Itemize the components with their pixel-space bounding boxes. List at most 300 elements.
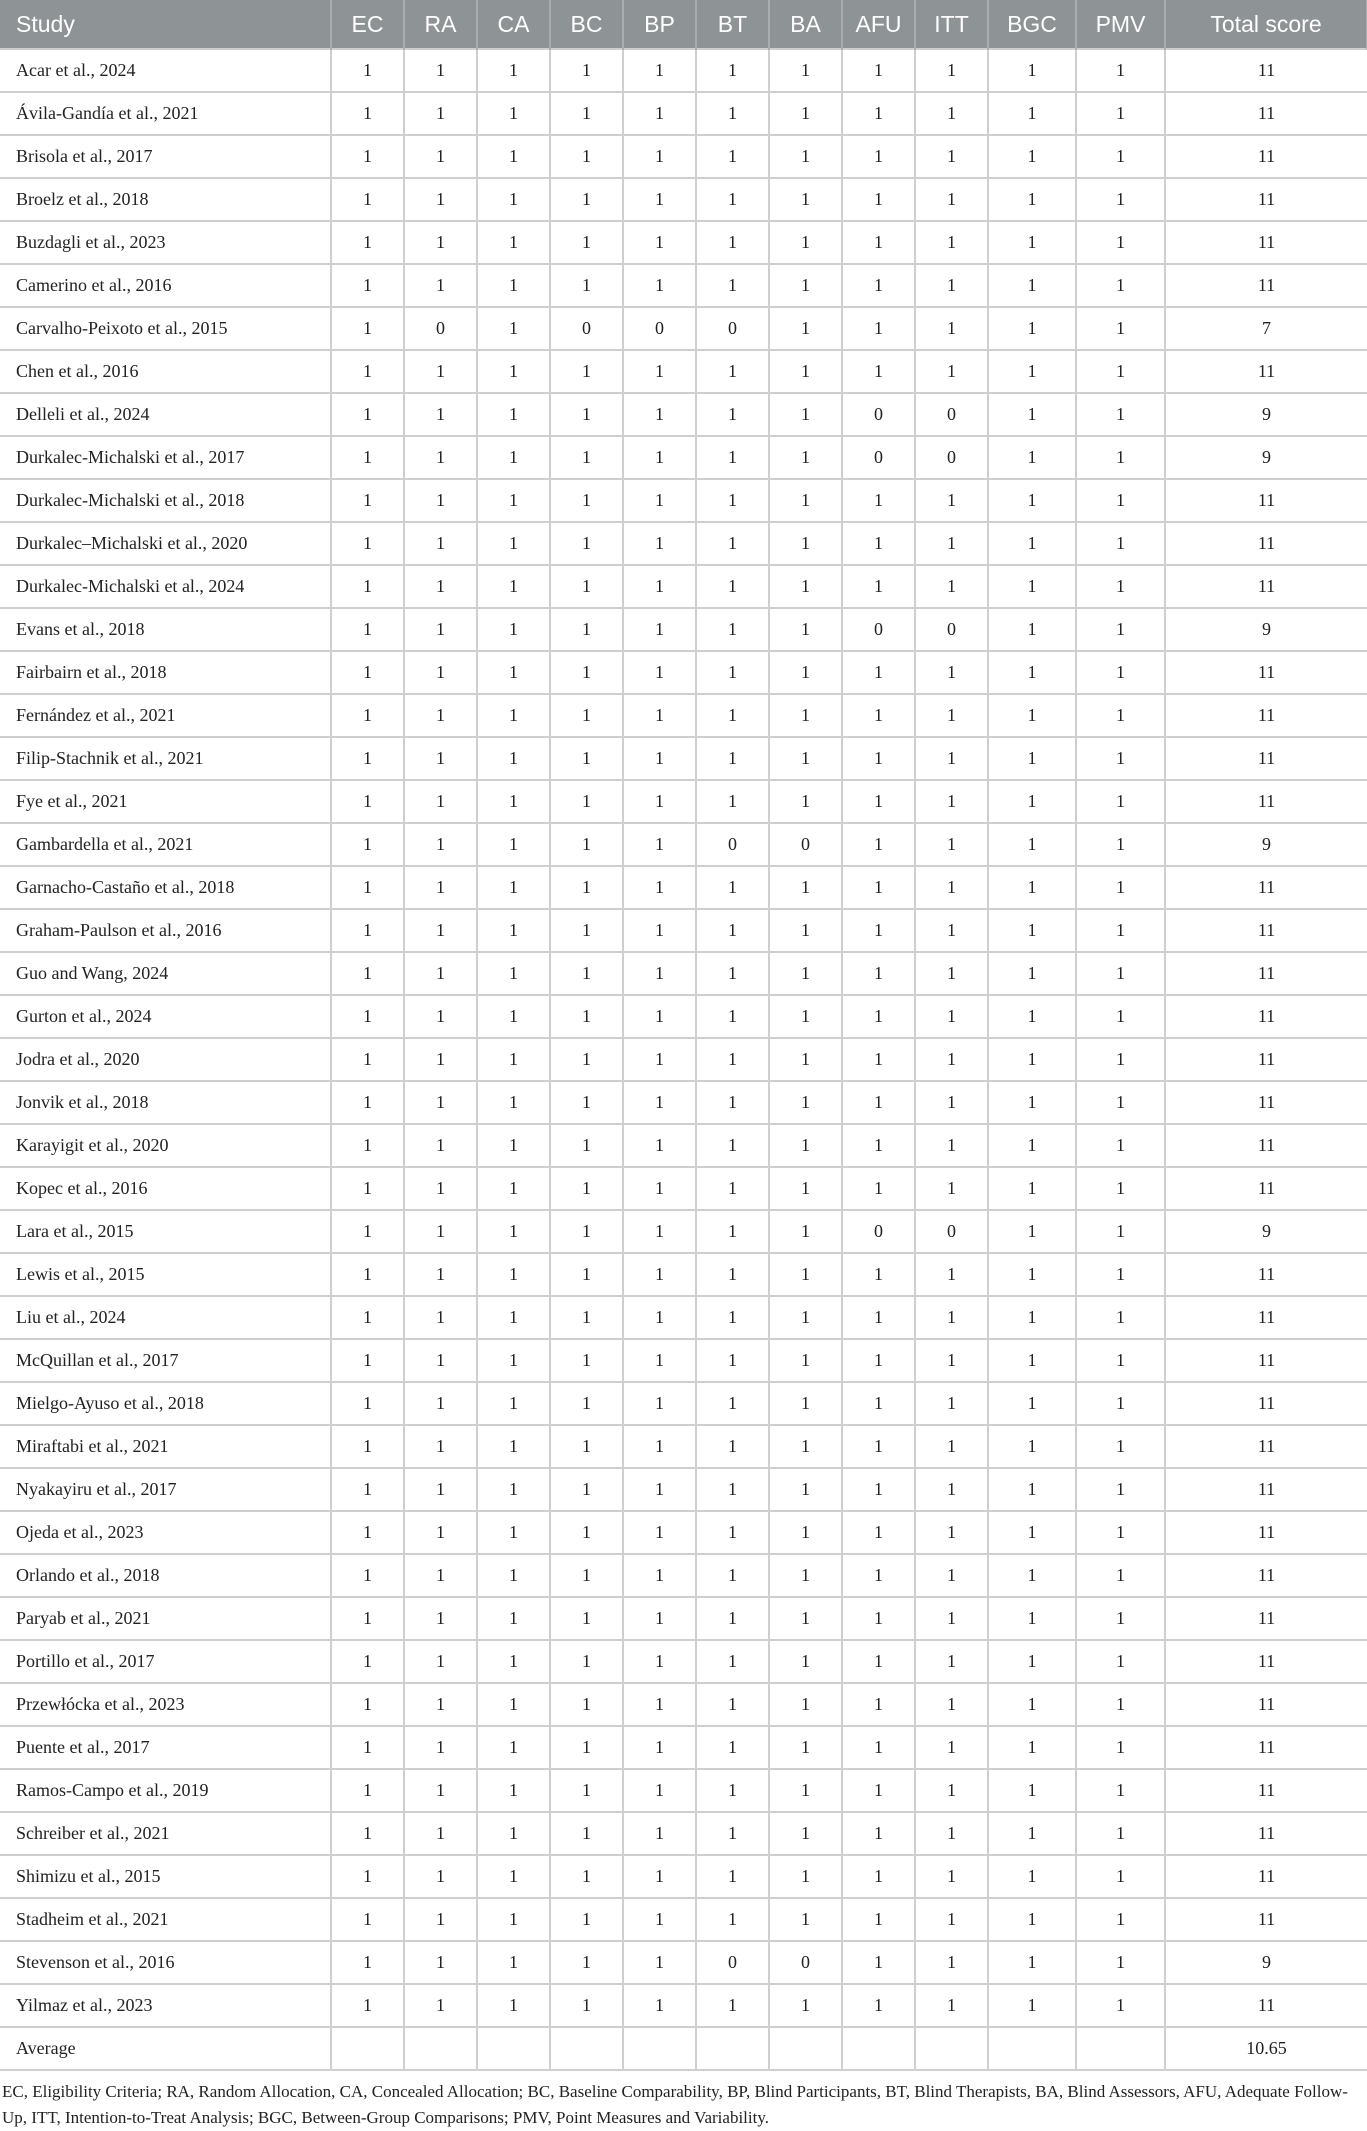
score-cell: 1 — [769, 1339, 842, 1382]
score-cell: 1 — [842, 1812, 915, 1855]
score-cell: 1 — [404, 608, 477, 651]
study-name: Durkalec–Michalski et al., 2020 — [0, 522, 331, 565]
score-cell: 1 — [1076, 694, 1165, 737]
score-cell: 1 — [623, 1640, 696, 1683]
score-cell: 1 — [1076, 1726, 1165, 1769]
score-cell: 1 — [1076, 1683, 1165, 1726]
score-cell: 1 — [477, 952, 550, 995]
score-cell: 1 — [696, 1726, 769, 1769]
table-row — [0, 823, 1367, 866]
total-score: 11 — [1165, 780, 1367, 823]
empty-cell — [769, 2027, 842, 2070]
score-cell: 1 — [696, 1683, 769, 1726]
score-cell: 1 — [477, 565, 550, 608]
total-score: 11 — [1165, 1253, 1367, 1296]
score-cell: 1 — [988, 1339, 1076, 1382]
score-cell: 1 — [915, 307, 988, 350]
score-cell: 1 — [915, 565, 988, 608]
score-cell: 1 — [550, 1468, 623, 1511]
score-cell: 1 — [769, 307, 842, 350]
total-score: 11 — [1165, 264, 1367, 307]
table-footnote: EC, Eligibility Criteria; RA, Random Allocation, CA, Concealed Allocation; BC, Baseline Comparability, BP, Blind Participants, BT, Blind Therapists, BA, Blind Assessors, AFU, Adequate Follow-Up, ITT, Intention-to-Treat Analysis; BGC, Between-Group Comparisons; PMV, Point Measures and Variability. — [2, 2082, 1348, 2127]
score-cell: 1 — [1076, 1382, 1165, 1425]
score-cell: 1 — [477, 479, 550, 522]
score-cell: 1 — [550, 1511, 623, 1554]
score-cell: 1 — [696, 737, 769, 780]
score-cell: 1 — [623, 1511, 696, 1554]
score-cell: 1 — [842, 866, 915, 909]
score-cell: 1 — [696, 49, 769, 92]
score-cell: 1 — [842, 694, 915, 737]
score-cell: 1 — [404, 1597, 477, 1640]
score-cell: 1 — [842, 1081, 915, 1124]
score-cell: 1 — [550, 264, 623, 307]
score-cell: 1 — [988, 1167, 1076, 1210]
score-cell: 1 — [623, 608, 696, 651]
study-name: Gurton et al., 2024 — [0, 995, 331, 1038]
score-cell: 1 — [915, 1812, 988, 1855]
score-cell: 1 — [404, 1425, 477, 1468]
score-cell: 1 — [988, 1511, 1076, 1554]
score-cell: 1 — [769, 92, 842, 135]
score-cell: 1 — [623, 866, 696, 909]
table-row — [0, 1984, 1367, 2027]
score-cell: 1 — [550, 436, 623, 479]
score-cell: 1 — [988, 1597, 1076, 1640]
score-cell: 1 — [842, 1468, 915, 1511]
study-name: Broelz et al., 2018 — [0, 178, 331, 221]
score-cell: 1 — [1076, 522, 1165, 565]
score-cell: 1 — [1076, 1081, 1165, 1124]
total-score: 11 — [1165, 479, 1367, 522]
score-cell: 1 — [550, 1812, 623, 1855]
total-score: 11 — [1165, 1597, 1367, 1640]
score-cell: 1 — [331, 1339, 404, 1382]
score-cell: 1 — [915, 823, 988, 866]
table-row — [0, 479, 1367, 522]
score-cell: 1 — [915, 866, 988, 909]
score-cell: 1 — [1076, 1339, 1165, 1382]
table-row — [0, 92, 1367, 135]
total-score: 7 — [1165, 307, 1367, 350]
score-cell: 1 — [550, 1382, 623, 1425]
score-cell: 1 — [1076, 1941, 1165, 1984]
score-cell: 1 — [988, 1683, 1076, 1726]
study-name: Fernández et al., 2021 — [0, 694, 331, 737]
score-cell: 1 — [331, 1941, 404, 1984]
table-row — [0, 178, 1367, 221]
score-cell: 1 — [331, 307, 404, 350]
score-cell: 1 — [623, 1081, 696, 1124]
score-cell: 1 — [404, 1038, 477, 1081]
score-cell: 1 — [842, 1382, 915, 1425]
score-cell: 1 — [477, 1167, 550, 1210]
score-cell: 1 — [623, 1769, 696, 1812]
score-cell: 1 — [988, 1769, 1076, 1812]
score-cell: 1 — [769, 1167, 842, 1210]
total-score: 11 — [1165, 1812, 1367, 1855]
total-score: 11 — [1165, 1769, 1367, 1812]
study-name: Lara et al., 2015 — [0, 1210, 331, 1253]
score-cell: 1 — [404, 823, 477, 866]
score-cell: 1 — [988, 1726, 1076, 1769]
score-cell: 1 — [404, 436, 477, 479]
score-cell: 1 — [623, 780, 696, 823]
score-cell: 1 — [988, 1124, 1076, 1167]
table-row — [0, 909, 1367, 952]
score-cell: 1 — [331, 479, 404, 522]
column-header-bc: BC — [550, 0, 623, 49]
score-cell: 1 — [988, 1984, 1076, 2027]
score-cell: 1 — [915, 1468, 988, 1511]
score-cell: 1 — [550, 522, 623, 565]
score-cell: 1 — [988, 1468, 1076, 1511]
total-score: 11 — [1165, 737, 1367, 780]
score-cell: 1 — [842, 221, 915, 264]
score-cell: 1 — [842, 1038, 915, 1081]
score-cell: 1 — [769, 737, 842, 780]
score-cell: 1 — [696, 1081, 769, 1124]
score-cell: 1 — [769, 522, 842, 565]
score-cell: 1 — [550, 995, 623, 1038]
score-cell: 1 — [696, 565, 769, 608]
study-name: Brisola et al., 2017 — [0, 135, 331, 178]
score-cell: 1 — [404, 1726, 477, 1769]
score-cell: 1 — [331, 350, 404, 393]
score-cell: 1 — [331, 1511, 404, 1554]
table-row — [0, 1425, 1367, 1468]
score-cell: 1 — [696, 1167, 769, 1210]
score-cell: 1 — [550, 608, 623, 651]
score-cell: 1 — [696, 1984, 769, 2027]
score-cell: 1 — [1076, 952, 1165, 995]
score-cell: 1 — [331, 866, 404, 909]
score-cell: 1 — [1076, 1769, 1165, 1812]
study-name: Guo and Wang, 2024 — [0, 952, 331, 995]
total-score: 11 — [1165, 1468, 1367, 1511]
score-cell: 0 — [842, 1210, 915, 1253]
score-cell: 1 — [769, 1984, 842, 2027]
score-cell: 1 — [477, 1038, 550, 1081]
study-name: Ojeda et al., 2023 — [0, 1511, 331, 1554]
empty-cell — [404, 2027, 477, 2070]
score-cell: 1 — [1076, 737, 1165, 780]
table-row — [0, 737, 1367, 780]
score-cell: 1 — [1076, 436, 1165, 479]
score-cell: 1 — [623, 995, 696, 1038]
total-score: 11 — [1165, 1511, 1367, 1554]
score-cell: 1 — [550, 1640, 623, 1683]
table-row — [0, 1898, 1367, 1941]
score-cell: 1 — [404, 1941, 477, 1984]
study-name: Nyakayiru et al., 2017 — [0, 1468, 331, 1511]
column-header-ra: RA — [404, 0, 477, 49]
score-cell: 1 — [769, 1898, 842, 1941]
score-cell: 1 — [404, 1468, 477, 1511]
score-cell: 1 — [550, 1124, 623, 1167]
score-cell: 1 — [988, 694, 1076, 737]
score-cell: 1 — [623, 522, 696, 565]
score-cell: 1 — [769, 608, 842, 651]
score-cell: 1 — [842, 995, 915, 1038]
total-score: 11 — [1165, 565, 1367, 608]
score-cell: 1 — [842, 1855, 915, 1898]
score-cell: 1 — [331, 694, 404, 737]
score-cell: 1 — [477, 1812, 550, 1855]
total-score: 11 — [1165, 221, 1367, 264]
score-cell: 1 — [331, 1382, 404, 1425]
study-name: Delleli et al., 2024 — [0, 393, 331, 436]
score-cell: 1 — [915, 221, 988, 264]
score-cell: 1 — [1076, 1124, 1165, 1167]
study-name: Graham-Paulson et al., 2016 — [0, 909, 331, 952]
score-cell: 1 — [331, 608, 404, 651]
score-cell: 1 — [915, 1382, 988, 1425]
score-cell: 1 — [769, 178, 842, 221]
score-cell: 1 — [404, 92, 477, 135]
score-cell: 1 — [915, 135, 988, 178]
score-cell: 1 — [331, 436, 404, 479]
table-row — [0, 1812, 1367, 1855]
score-cell: 1 — [477, 1597, 550, 1640]
total-score: 9 — [1165, 393, 1367, 436]
score-cell: 1 — [331, 823, 404, 866]
total-score: 11 — [1165, 952, 1367, 995]
score-cell: 1 — [1076, 178, 1165, 221]
score-cell: 1 — [915, 1726, 988, 1769]
score-cell: 1 — [1076, 1210, 1165, 1253]
table-row — [0, 436, 1367, 479]
score-cell: 1 — [477, 49, 550, 92]
score-cell: 0 — [842, 608, 915, 651]
score-cell: 1 — [1076, 651, 1165, 694]
score-cell: 1 — [915, 1425, 988, 1468]
score-cell: 1 — [623, 479, 696, 522]
score-cell: 1 — [988, 49, 1076, 92]
score-cell: 1 — [842, 479, 915, 522]
score-cell: 1 — [477, 1124, 550, 1167]
score-cell: 1 — [550, 1769, 623, 1812]
score-cell: 1 — [988, 1941, 1076, 1984]
score-cell: 1 — [331, 135, 404, 178]
score-cell: 1 — [769, 1124, 842, 1167]
score-cell: 1 — [988, 264, 1076, 307]
score-cell: 1 — [769, 264, 842, 307]
score-cell: 1 — [404, 1898, 477, 1941]
score-cell: 1 — [1076, 608, 1165, 651]
score-cell: 1 — [404, 780, 477, 823]
table-row — [0, 1296, 1367, 1339]
score-cell: 1 — [623, 393, 696, 436]
score-cell: 1 — [988, 1898, 1076, 1941]
score-cell: 1 — [1076, 393, 1165, 436]
study-name: Gambardella et al., 2021 — [0, 823, 331, 866]
table-row — [0, 780, 1367, 823]
study-name: Evans et al., 2018 — [0, 608, 331, 651]
score-cell: 1 — [988, 737, 1076, 780]
score-cell: 1 — [550, 1683, 623, 1726]
score-cell: 1 — [550, 780, 623, 823]
score-cell: 0 — [623, 307, 696, 350]
score-cell: 1 — [988, 651, 1076, 694]
score-cell: 1 — [842, 1898, 915, 1941]
total-score: 11 — [1165, 866, 1367, 909]
score-cell: 1 — [1076, 1812, 1165, 1855]
score-cell: 1 — [623, 1855, 696, 1898]
score-cell: 1 — [550, 1038, 623, 1081]
score-cell: 1 — [769, 479, 842, 522]
score-cell: 1 — [696, 264, 769, 307]
score-cell: 1 — [988, 479, 1076, 522]
total-score: 9 — [1165, 436, 1367, 479]
total-score: 9 — [1165, 1941, 1367, 1984]
score-cell: 1 — [623, 1167, 696, 1210]
score-cell: 1 — [550, 823, 623, 866]
empty-cell — [550, 2027, 623, 2070]
table-row — [0, 651, 1367, 694]
score-cell: 1 — [331, 1769, 404, 1812]
column-header-bp: BP — [623, 0, 696, 49]
score-cell: 1 — [842, 909, 915, 952]
score-cell: 1 — [769, 49, 842, 92]
table-row — [0, 393, 1367, 436]
score-cell: 1 — [1076, 135, 1165, 178]
score-cell: 1 — [477, 92, 550, 135]
score-cell: 1 — [404, 479, 477, 522]
score-cell: 1 — [915, 1167, 988, 1210]
score-cell: 1 — [1076, 1640, 1165, 1683]
score-cell: 1 — [404, 952, 477, 995]
score-cell: 1 — [550, 952, 623, 995]
column-header-ec: EC — [331, 0, 404, 49]
score-cell: 1 — [477, 1296, 550, 1339]
table-row — [0, 1124, 1367, 1167]
score-cell: 1 — [550, 92, 623, 135]
score-cell: 1 — [477, 1855, 550, 1898]
score-cell: 1 — [1076, 92, 1165, 135]
column-header-bgc: BGC — [988, 0, 1076, 49]
table-row — [0, 1941, 1367, 1984]
score-cell: 1 — [696, 694, 769, 737]
score-cell: 1 — [404, 995, 477, 1038]
score-cell: 1 — [477, 1468, 550, 1511]
score-cell: 1 — [1076, 1855, 1165, 1898]
score-cell: 1 — [1076, 1468, 1165, 1511]
score-cell: 1 — [404, 1253, 477, 1296]
score-cell: 1 — [915, 1038, 988, 1081]
score-cell: 1 — [623, 1984, 696, 2027]
score-cell: 1 — [842, 1124, 915, 1167]
study-name: Paryab et al., 2021 — [0, 1597, 331, 1640]
score-cell: 1 — [769, 909, 842, 952]
score-cell: 1 — [623, 1210, 696, 1253]
score-cell: 1 — [842, 135, 915, 178]
score-cell: 1 — [915, 1941, 988, 1984]
table-row — [0, 350, 1367, 393]
score-cell: 1 — [404, 866, 477, 909]
score-cell: 1 — [477, 995, 550, 1038]
score-cell: 1 — [404, 393, 477, 436]
score-cell: 1 — [550, 350, 623, 393]
score-cell: 1 — [477, 307, 550, 350]
study-name: Durkalec-Michalski et al., 2017 — [0, 436, 331, 479]
score-cell: 1 — [915, 952, 988, 995]
score-cell: 1 — [696, 780, 769, 823]
average-total: 10.65 — [1165, 2027, 1367, 2070]
table-row — [0, 565, 1367, 608]
score-cell: 1 — [988, 350, 1076, 393]
score-cell: 1 — [696, 1640, 769, 1683]
score-cell: 1 — [988, 436, 1076, 479]
score-cell: 1 — [550, 1984, 623, 2027]
total-score: 11 — [1165, 1038, 1367, 1081]
total-score: 9 — [1165, 1210, 1367, 1253]
score-cell: 1 — [331, 1812, 404, 1855]
study-name: Mielgo-Ayuso et al., 2018 — [0, 1382, 331, 1425]
score-cell: 1 — [988, 1640, 1076, 1683]
column-header-bt: BT — [696, 0, 769, 49]
score-cell: 1 — [769, 651, 842, 694]
score-cell: 1 — [550, 178, 623, 221]
study-name: Jonvik et al., 2018 — [0, 1081, 331, 1124]
score-cell: 1 — [623, 49, 696, 92]
study-name: Camerino et al., 2016 — [0, 264, 331, 307]
score-cell: 1 — [988, 866, 1076, 909]
column-header-itt: ITT — [915, 0, 988, 49]
score-cell: 1 — [477, 1941, 550, 1984]
score-cell: 1 — [842, 1296, 915, 1339]
score-cell: 1 — [331, 49, 404, 92]
score-cell: 1 — [550, 221, 623, 264]
score-cell: 1 — [696, 350, 769, 393]
score-cell: 1 — [696, 1769, 769, 1812]
score-cell: 1 — [331, 522, 404, 565]
total-score: 11 — [1165, 1124, 1367, 1167]
score-cell: 1 — [988, 1038, 1076, 1081]
score-cell: 1 — [404, 178, 477, 221]
score-cell: 1 — [915, 1296, 988, 1339]
score-cell: 1 — [769, 1382, 842, 1425]
score-cell: 1 — [623, 1253, 696, 1296]
score-cell: 1 — [696, 1339, 769, 1382]
score-cell: 1 — [769, 780, 842, 823]
score-cell: 1 — [331, 178, 404, 221]
score-cell: 1 — [477, 1382, 550, 1425]
average-row — [0, 2027, 1367, 2070]
score-cell: 1 — [404, 522, 477, 565]
score-cell: 1 — [988, 952, 1076, 995]
column-header-total-score: Total score — [1165, 0, 1367, 49]
score-cell: 1 — [696, 221, 769, 264]
score-cell: 1 — [769, 393, 842, 436]
table-row — [0, 1253, 1367, 1296]
score-cell: 1 — [477, 1726, 550, 1769]
score-cell: 1 — [550, 909, 623, 952]
score-cell: 1 — [404, 1683, 477, 1726]
score-cell: 1 — [623, 737, 696, 780]
score-cell: 1 — [769, 995, 842, 1038]
total-score: 11 — [1165, 1167, 1367, 1210]
study-name: Durkalec-Michalski et al., 2024 — [0, 565, 331, 608]
score-cell: 1 — [842, 1511, 915, 1554]
score-cell: 1 — [696, 178, 769, 221]
score-cell: 1 — [550, 1167, 623, 1210]
table-row — [0, 1468, 1367, 1511]
score-cell: 1 — [477, 608, 550, 651]
score-cell: 1 — [769, 221, 842, 264]
table-row — [0, 1210, 1367, 1253]
score-cell: 1 — [331, 1683, 404, 1726]
